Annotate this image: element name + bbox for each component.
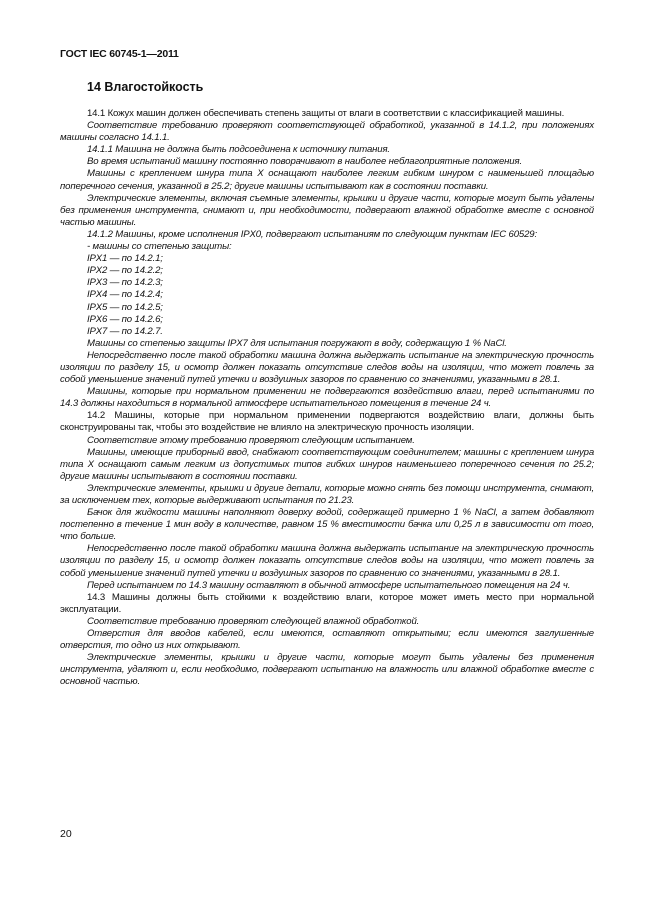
paragraph: IPX5 — по 14.2.5; (87, 301, 163, 313)
paragraph: Соответствие требованию проверяют соответствующей обработкой, указанной в 14.1.2, при положениях машины согласно 14.1.1. (60, 120, 594, 144)
paragraph: 14.2 Машины, которые при нормальном применении подвергаются воздействию влаги, должны быть сконструированы так, чтобы это воздействие не влияло на электрическую прочность изоляции. (60, 410, 594, 434)
paragraph: - машины со степенью защиты: (87, 241, 232, 253)
paragraph: Машины, которые при нормальном применении не подвергаются воздействию влаги, перед испытаниями по 14.3 должны находиться в нормальной атмосфере испытательного помещения в течение 24 ч. (60, 386, 594, 410)
paragraph: Электрические элементы, крышки и другие части, которые могут быть удалены без применения инструмента, удаляют и, если необходимо, подвергают испытанию на влажность или влажной обработке вместе с основной частью. (60, 652, 594, 688)
section-title: 14 Влагостойкость (87, 80, 204, 94)
paragraph: IPX1 — по 14.2.1; (87, 253, 163, 265)
paragraph: IPX7 — по 14.2.7. (87, 325, 163, 337)
page-number: 20 (60, 828, 72, 840)
paragraph: Во время испытаний машину постоянно поворачивают в наиболее неблагоприятные положения. (87, 156, 522, 168)
paragraph: Соответствие требованию проверяют следующей влажной обработкой. (87, 615, 420, 627)
paragraph: Соответствие этому требованию проверяют следующим испытанием. (87, 434, 415, 446)
document-header: ГОСТ IEC 60745-1—2011 (60, 48, 179, 60)
paragraph: Отверстия для вводов кабелей, если имеются, оставляют открытыми; если имеются заглушенные отверстия, то одно из них открывают. (60, 628, 594, 652)
paragraph: 14.1 Кожух машин должен обеспечивать степень защиты от влаги в соответствии с классификацией машины. (87, 108, 565, 119)
paragraph: Непосредственно после такой обработки машина должна выдержать испытание на электрическую прочность изоляции по разделу 15, и осмотр должен показать отсутствие следов воды на изоляции, что может повлечь за собой уменьшение значений путей утечки и воздушных зазоров по сравнению со значениями, указанными в 28.1. (60, 349, 594, 386)
paragraph: 14.1.2 Машины, кроме исполнения IPX0, подвергают испытаниям по следующим пунктам IEC 60529: (87, 228, 537, 240)
paragraph: Машины, имеющие приборный ввод, снабжают соответствующим соединителем; машины с креплением шнура типа X оснащают самым легким из допустимых типов гибких шнуров наименьшего поперечного сечения по 25.2; другие машины испытывают в состоянии поставки. (60, 446, 594, 482)
paragraph: 14.1.1 Машина не должна быть подсоединена к источнику питания. (87, 144, 390, 156)
paragraph: IPX2 — по 14.2.2; (87, 265, 163, 277)
paragraph: Электрические элементы, включая съемные элементы, крышки и другие части, которые могут быть удалены без применения инструмента, снимают и, при необходимости, подвергают влажной обработке вместе с основной частью машины. (60, 192, 594, 228)
paragraph: Бачок для жидкости машины наполняют доверху водой, содержащей примерно 1 % NaCl, а затем добавляют постепенно в течение 1 мин воду в количестве, равном 15 % вместимости бачка или 0,25 л в зависимости от того, что больше. (60, 507, 594, 543)
paragraph: Непосредственно после такой обработки машина должна выдержать испытание на электрическую прочность изоляции по разделу 15, и осмотр должен показать отсутствие следов воды на изоляции, что может повлечь за собой уменьшение значений путей утечки и воздушных зазоров по сравнению со значениями, указанными в 28.1. (60, 543, 594, 579)
paragraph: Перед испытанием по 14.3 машину оставляют в обычной атмосфере испытательного помещения на 24 ч. (87, 579, 571, 591)
paragraph: IPX4 — по 14.2.4; (87, 289, 163, 301)
section-body (60, 108, 594, 689)
paragraph: Машины с креплением шнура типа X оснащают наиболее легким гибким шнуром с наименьшей площадью поперечного сечения, указанной в 25.2; другие машины испытывают как в состоянии поставки. (60, 168, 594, 192)
paragraph: IPX6 — по 14.2.6; (87, 313, 163, 325)
paragraph: Электрические элементы, крышки и другие детали, которые можно снять без помощи инструмента, снимают, за исключением тех, которые выдерживают испытания по 21.23. (60, 482, 594, 506)
paragraph: IPX3 — по 14.2.3; (87, 277, 163, 289)
paragraph: Машины со степенью защиты IPX7 для испытания погружают в воду, содержащую 1 % NaCl. (87, 337, 507, 349)
paragraph: 14.3 Машины должны быть стойкими к воздействию влаги, которое может иметь место при нормальной эксплуатации. (60, 591, 594, 615)
